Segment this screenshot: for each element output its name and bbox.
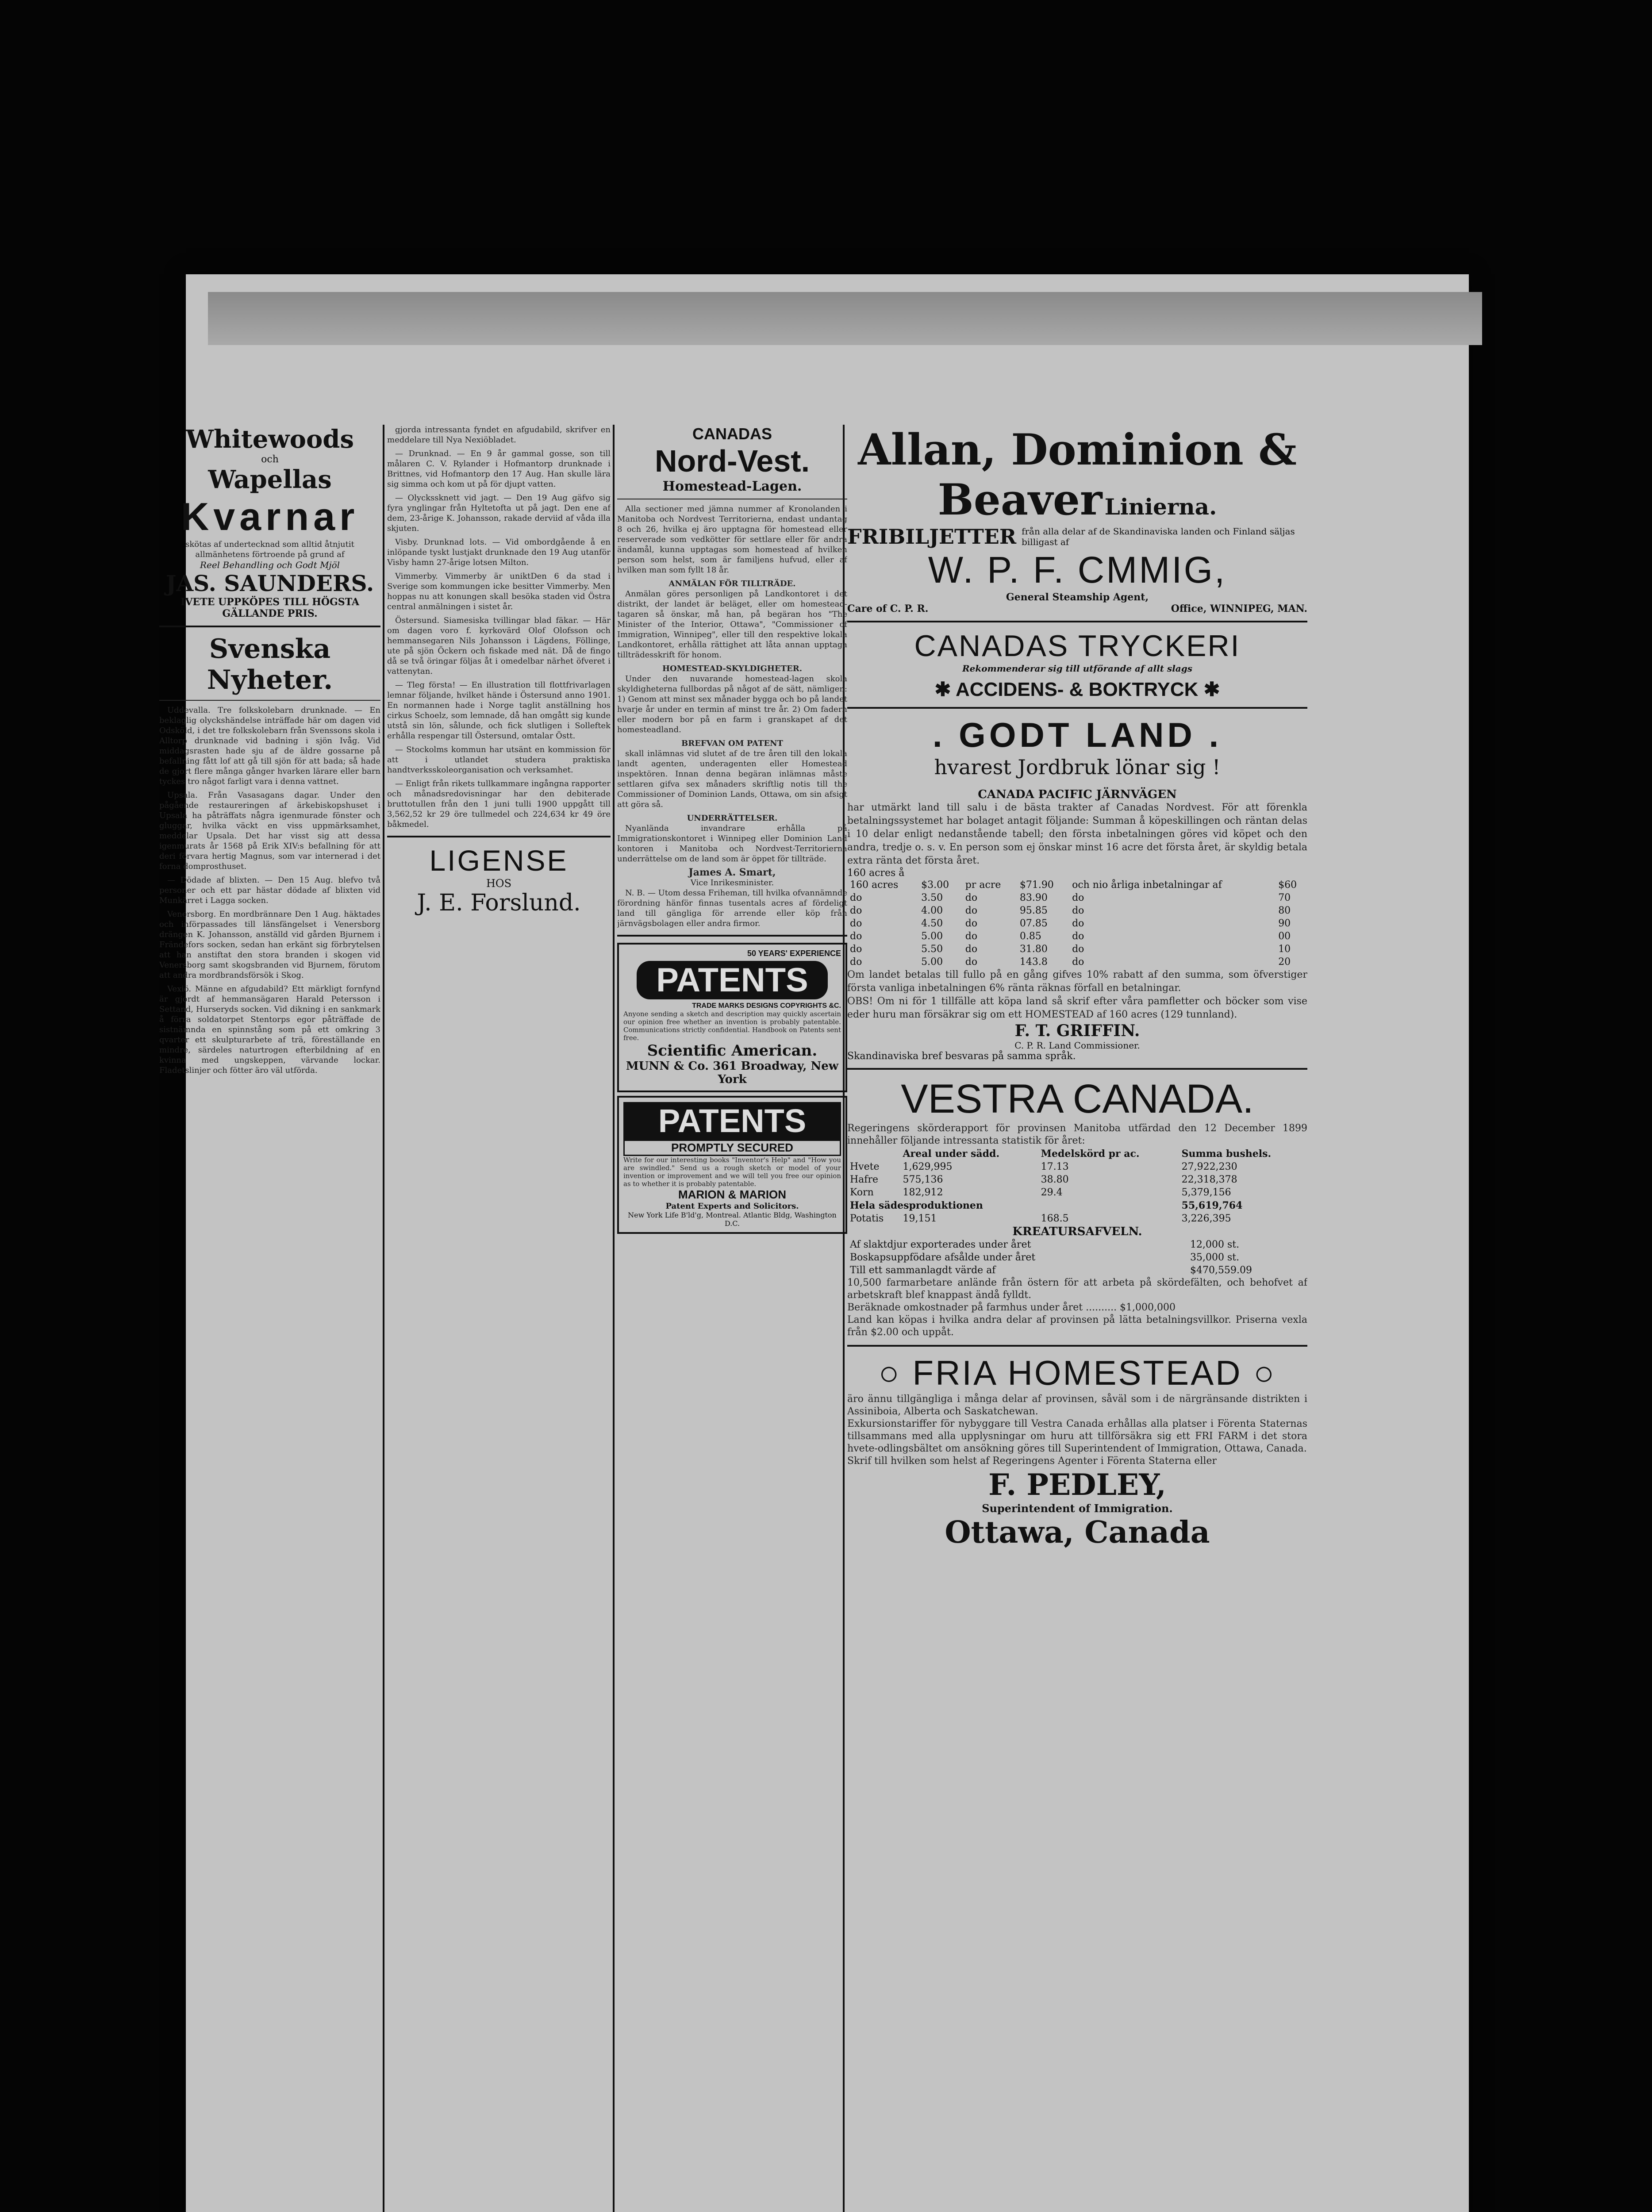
table-cell: do: [1072, 944, 1084, 955]
news-item: — Dödade af blixten. — Den 15 Aug. blefvo två personer och ett par hästar dödade af blixten vid Munkärret i Lagga socken.: [159, 876, 380, 905]
table-cell: $71.90: [1019, 879, 1054, 891]
ad-text: 10,500 farmarbetare anlände från östern för att arbeta på skördefälten, och behofvet af arbetskraft blef knappast ändå fylldt.: [847, 1277, 1307, 1301]
table-row: [847, 1264, 1307, 1277]
subheading: BREFVAN OM PATENT: [681, 739, 783, 748]
ad-text: Beräknade omkostnader på farmhus under året .......... $1,000,000: [847, 1302, 1176, 1313]
table-cell: 5.50: [921, 944, 943, 955]
ad-title: Whitewoods: [186, 425, 354, 454]
table-cell: 00: [1278, 931, 1291, 942]
ad-och: och: [261, 454, 279, 465]
divider: [847, 1068, 1307, 1070]
table-cell: Potatis: [850, 1213, 884, 1224]
table-cell: do: [965, 918, 978, 929]
printing-advertisement: [847, 629, 1307, 701]
table-cell: $470,559.09: [1190, 1265, 1252, 1276]
paragraph: Nyanlända invandrare erhålla på Immigrationskontoret i Winnipeg eller Dominion Land kontoren i Manitoba och Nordvest-Territorierna underrättelse om de land som är öppet för tillträde.: [617, 824, 847, 864]
ad-title-suffix: Linierna.: [1104, 494, 1217, 520]
ad-title: [847, 1353, 1307, 1393]
steamship-advertisement: [847, 425, 1307, 614]
livestock-table: [847, 1238, 1307, 1277]
ad-sub: Rekommenderar sig till utförande af allt slags: [962, 663, 1192, 674]
ad-title: LIGENSE: [429, 844, 569, 877]
table-cell: $3.00: [921, 879, 949, 891]
column-2: [387, 425, 611, 916]
table-cell: Hvete: [850, 1161, 880, 1172]
table-cell: 3,226,395: [1181, 1213, 1231, 1224]
note: Skandinaviska bref besvaras på samma språk.: [847, 1051, 1076, 1062]
total-value: 55,619,764: [1181, 1200, 1243, 1211]
page-fold-edge: [208, 292, 1482, 345]
column-rule: [613, 425, 615, 2212]
news-item: Venersborg. En mordbrännare Den 1 Aug. häktades och införpassades till länsfängelset i Venersborg drängen K. Johansson, anställd vid gården Bjurnem i Frändefors socken, sedan han erkänt sig förbrytelsen att han anstiftat den stora branden i skogen vid Venersborg samt skogsbranden vid Bjurnem, förutom att andra mordbrandsförsök i Skog.: [159, 910, 380, 980]
divider: [847, 621, 1307, 622]
table-row: [847, 1160, 1307, 1173]
ad-text: Skrif till hvilken som helst af Regeringens Agenter i Förenta Staterna eller: [847, 1455, 1217, 1467]
ad-address: 361 Broadway, New York: [713, 1060, 839, 1086]
table-cell: do: [1072, 931, 1084, 942]
table-row: [847, 879, 1307, 891]
railway-land-advertisement: [847, 715, 1307, 1062]
table-cell: do: [1072, 905, 1084, 916]
signature-title: Vice Inrikesminister.: [690, 878, 774, 887]
divider: [159, 626, 380, 627]
news-item: Vexiö. Männe en afgudabild? Ett märkligt fornfynd är gjordt af hemmansägaren Harald Petersson i Settand, Hurseryds socken. Vid dikning i en sankmark å förra soldatorpet Stentorps egor påträffade de sistnämnda en spinnstång som på ett omkring 3 qvarter ett skulpturarbete af trä, föreställande en mindre, särdeles naturtrogen efterbildning af en kvinna med ungskeppen, värvande lockar. Fladetslinjer och fötter äro väl utförda.: [159, 984, 380, 1075]
ad-text: Write for our interesting books "Inventor's Help" and "How you are swindled." Send us a rough sketch or model of your invention or improvement and we will tell you free our opinion as to whether it is probably patentable.: [623, 1156, 841, 1188]
signature-name: F. PEDLEY,: [988, 1467, 1166, 1502]
col-header: Medelskörd pr ac.: [1041, 1148, 1140, 1160]
table-cell: Till ett sammanlagdt värde af: [850, 1265, 996, 1276]
subheading: UNDERRÄTTELSER.: [687, 814, 778, 823]
ad-text: Land kan köpas i hvilka andra delar af provinsen på lätta betalningsvillkor. Priserna vexla från $2.00 och uppåt.: [847, 1314, 1307, 1338]
table-cell: do: [850, 905, 862, 916]
ad-title: Allan, Dominion &: [858, 425, 1297, 475]
table-cell: do: [1072, 956, 1084, 968]
ad-text: Anyone sending a sketch and description may quickly ascertain our opinion free whether an invention is probably patentable. Communications strictly confidential. Handbook on Patents sent free.: [623, 1010, 841, 1042]
signature-place: Ottawa, Canada: [945, 1515, 1210, 1550]
news-item: — Olyckssknett vid jagt. — Den 19 Aug gäfvo sig fyra ynglingar från Hyltetofta ut på jagt. Den ene af dem, 23-årige K. Johansson, rakade derviid af våda illa skjuten.: [387, 493, 611, 533]
table-cell: 27,922,230: [1181, 1161, 1237, 1172]
table-cell: do: [850, 918, 862, 929]
ad-fribiljetter: FRIBILJETTER: [847, 525, 1017, 549]
table-cell: 29.4: [1041, 1187, 1063, 1198]
payment-table: [847, 879, 1307, 968]
news-item: Uddevalla. Tre folkskolebarn drunknade. — En beklaglig olyckshändelse inträffade här om dagen vid Odsköld, i det tre folkskolebarn från Svenssons skola i Alltorp drunknade vid badning i sjön Ivåg. Vid middagsrasten hade sju af de äldre gossarne på befallning fått lof att gå till sjön för att bada; så hade de gjort flere många gånger hvarken lärare eller barn tyckes tro något farligt vara i denna vattnet.: [159, 706, 380, 786]
table-row: [847, 930, 1307, 943]
table-cell: 182,912: [903, 1187, 943, 1198]
ad-title: Kvarnar: [181, 495, 359, 538]
ad-care: Care of C. P. R.: [847, 603, 929, 614]
ad-agent-title: General Steamship Agent,: [1006, 591, 1149, 603]
divider: [387, 836, 611, 837]
ad-text: äro ännu tillgängliga i många delar af provinsen, såväl som i de närgränsande distrikten i Assiniboia, Alberta och Saskatchewan.: [847, 1394, 1307, 1417]
ad-journal: Scientific American.: [647, 1042, 818, 1060]
column-4: [847, 425, 1307, 1550]
star-icon: ✱: [934, 679, 956, 700]
divider: [159, 700, 380, 701]
ad-title: Wapellas: [208, 465, 332, 494]
subheading: KREATURSAFVELN.: [1012, 1225, 1142, 1238]
table-row: [847, 943, 1307, 956]
header-line: CANADAS: [692, 425, 772, 443]
signature-name: F. T. GRIFFIN.: [1014, 1022, 1140, 1040]
table-cell: do: [1072, 918, 1084, 929]
table-row: [847, 1238, 1307, 1251]
paragraph: Under den nuvarande homestead-lagen skola skyldigheterna fullbordas på något af de sätt, nämligen: 1) Genom att minst sex månader bygga och bo på landet hvarje år under en termin af minst tre år. 2) Om fadern eller modern bor på en farm i granskapet af det homesteadland.: [617, 674, 847, 734]
ad-hos: HOS: [486, 877, 512, 890]
column-3: [617, 425, 847, 1237]
table-cell: 1,629,995: [903, 1161, 953, 1172]
table-cell: pr acre: [965, 879, 1001, 891]
header-title: Nord-Vest.: [654, 444, 810, 478]
table-cell: do: [850, 956, 862, 968]
table-head: 160 acres å: [847, 868, 905, 879]
star-icon: ✱: [1198, 679, 1220, 700]
news-item: — Tleg första! — En illustration till flottfrivarlagen lemnar följande, hvilket hände i Östersund anno 1901. En normannen hade i Norge taglit anställning hos cirkus Schoelz, som lemnade, då han omgått sig kunde utstå sin lön, sålunde, och fick slutligen i Solleftek erhålla respengar till Östersund, omtalar Östt.: [387, 680, 611, 741]
ad-footer: IVETE UPPKÖPES TILL HÖGSTA GÄLLANDE PRIS.: [181, 596, 359, 619]
table-cell: 12,000 st.: [1190, 1239, 1240, 1250]
patents-advertisement-1: [617, 943, 847, 1092]
table-cell: 168.5: [1041, 1213, 1069, 1224]
table-cell: do: [965, 931, 978, 942]
news-item: Vimmerby. Vimmerby är uniktDen 6 da stad i Sverige som kommungen icke besitter Vimmerby. Men hoppas nu att konungen skall besöka staden vid Östra central anmälningen i sistet år.: [387, 572, 611, 611]
ad-office: Office, WINNIPEG, MAN.: [1171, 603, 1307, 614]
ad-text: från alla delar af de Skandinaviska landen och Finland säljas billigast af: [1022, 526, 1295, 547]
paragraph: Anmälan göres personligen på Landkontoret i det distrikt, der landet är beläget, eller om homestead-tagaren så önskar, må han, på begäran hos "The Minister of the Interior, Ottawa", "Commissioner of Immigration, Winnipeg", eller till den respektive lokala Landkontoret, erhålla rättighet att låta annan upptaga tillträdesskrift för honom.: [617, 589, 847, 660]
table-cell: 10: [1278, 944, 1291, 955]
column-rule: [383, 425, 384, 2212]
ad-title: CANADAS TRYCKERI: [914, 629, 1241, 663]
ad-side: TRADE MARKS DESIGNS COPYRIGHTS &C.: [692, 1002, 841, 1010]
ad-name: JAS. SAUNDERS.: [165, 570, 374, 596]
ad-text: OBS! Om ni för 1 tillfälle att köpa land så skrif efter våra pamfletter och böcker som vise eder huru man försäkrar sig om ett HOMESTEAD af 160 acres (129 tunnland).: [847, 996, 1307, 1020]
license-advertisement: [387, 844, 611, 916]
news-item: — Enligt från rikets tullkammare ingångna rapporter och månadsredovisningar har den debiterade bruttotullen från den 1 juni tulli 1900 uppgått till 3,562,52 kr 29 öre tullmedel och 224,634 kr 49 öre båkmedel.: [387, 779, 611, 829]
table-cell: 575,136: [903, 1174, 943, 1185]
news-item: — Stockolms kommun har utsänt en kommission för att i utlandet studera praktiska handtverksskoleorganisation och verksamhet.: [387, 745, 611, 775]
table-row: [847, 917, 1307, 930]
table-cell: 83.90: [1019, 892, 1048, 903]
homestead-text: [617, 504, 847, 929]
homestead-notice-header: [617, 425, 847, 494]
ad-line: [847, 678, 1307, 701]
table-cell: 4.50: [921, 918, 943, 929]
table-cell: 143.8: [1019, 956, 1048, 968]
table-cell: Hafre: [850, 1174, 878, 1185]
ad-text: skötas af undertecknad som alltid åtnjutit allmänhetens förtroende på grund af: [185, 540, 354, 559]
ad-title: Beaver: [937, 475, 1103, 525]
ad-text: Exkursionstariffer för nybyggare till Vestra Canada erhållas alla platser i Förenta Staternas tillsammans med alla upplysningar om huru att tillförsäkra sig ett FRI FARM i det stora hvete-odlingsbältet om ansökning göres till Superintendent of Immigration, Ottawa, Canada.: [847, 1418, 1307, 1454]
table-cell: do: [965, 956, 978, 968]
table-cell: 80: [1278, 905, 1291, 916]
table-cell: 38.80: [1041, 1174, 1069, 1185]
table-cell: 160 acres: [850, 879, 899, 891]
vestra-canada-advertisement: [847, 1076, 1307, 1339]
ad-title: VESTRA CANADA.: [901, 1076, 1254, 1121]
table-row: [847, 904, 1307, 917]
ornament-icon: ○: [878, 1353, 913, 1392]
ad-text: har utmärkt land till salu i de bästa trakter af Canadas Nordvest. För att förenkla betalningssystemet har bolaget antagit följande: Summan å köpeskillingen och räntan delas i 10 delar enligt nedanstående tabell; den första inbetalningen göres vid köpet och den andra, tredje o. s. v. En person som ej önskar minst 16 acre det första året, är skyldig betala extra ränta det första året.: [847, 802, 1307, 866]
ad-text: Om landet betalas till fullo på en gång gifves 10% rabatt af den summa, som öfverstiger första vanliga inbetalningen 6% ränta räknas förfall en betalningar.: [847, 969, 1307, 994]
divider: [617, 935, 847, 937]
ad-firm-sub: Patent Experts and Solicitors.: [665, 1202, 799, 1211]
ad-sub: hvarest Jordbruk lönar sig !: [934, 755, 1221, 779]
ad-text: Regeringens skörderapport för provinsen Manitoba utfärdad den 12 December 1899 innehåller följande intressanta statistik för året:: [847, 1123, 1307, 1146]
table-cell: Boskapsuppfödare afsålde under året: [850, 1252, 1036, 1263]
news-text: [159, 705, 380, 1075]
table-cell: 5,379,156: [1181, 1187, 1231, 1198]
table-cell: 22,318,378: [1181, 1174, 1237, 1185]
ad-title: . GODT LAND .: [932, 715, 1222, 754]
paragraph: N. B. — Utom dessa Friheman, till hvilka ofvannämnde förordning hänför finnas tusentals acres af fördeligt land till gängliga för arrende eller köp från järnvägsbolagen eller andra firmor.: [617, 888, 847, 928]
signature-title: C. P. R. Land Commissioner.: [1014, 1040, 1140, 1051]
table-cell: Af slaktdjur exporterades under året: [850, 1239, 1031, 1250]
table-cell: do: [965, 892, 978, 903]
ad-railway: CANADA PACIFIC JÄRNVÄGEN: [978, 788, 1177, 801]
news-item: Visby. Drunknad lots. — Vid ombordgående å en inlöpande tyskt lustjakt drunknade den 19 Aug utanför Visby hamn 27-årige lotsen Milton.: [387, 538, 611, 567]
ad-title: PATENTS: [637, 961, 828, 999]
table-cell: do: [850, 931, 862, 942]
news-item: gjorda intressanta fyndet en afgudabild, skrifver en meddelare till Nya Nexiöbladet.: [387, 425, 611, 445]
news-item: Upsala. Från Vasasagans dagar. Under den pågående restaureringen af ärkebiskopshuset i Upsala ha påträffats några igenmurade fönster och gluggar, hvilka väckt en viss uppmärksamhet, meddelar Upsala. Det har visst sig att dessa igenmurats år 1568 på Erik XIV:s befallning för att deri förvara hertig Magnus, som var internerad i det forna domprosthuset.: [159, 791, 380, 871]
table-row: [847, 1251, 1307, 1264]
ad-sub: PROMPTLY SECURED: [623, 1140, 841, 1156]
table-cell: 5.00: [921, 931, 943, 942]
col-header: Summa bushels.: [1181, 1148, 1272, 1160]
table-row: [847, 1173, 1307, 1186]
table-cell: $60: [1278, 879, 1297, 891]
table-cell: do: [965, 905, 978, 916]
ornament-icon: ○: [1242, 1353, 1276, 1392]
news-item: — Drunknad. — En 9 år gammal gosse, son till målaren C. V. Rylander i Hofmantorp drunknade i Brittnes, vid Hofmantorp den 17 Aug. Han skulle lära sig simma och kom ut på för djupt vatten.: [387, 449, 611, 489]
patents-advertisement-2: [617, 1096, 847, 1234]
table-cell: 5.00: [921, 956, 943, 968]
table-cell: 70: [1278, 892, 1291, 903]
table-cell: 17.13: [1041, 1161, 1069, 1172]
paragraph: Alla sectioner med jämna nummer af Kronolanden i Manitoba och Nordvest Territorierna, endast undantag 8 och 26, hvilka ej äro upptagna för homestead eller reserverade som vedkötter för settlare eller för andra ändamål, kunna upptagas som homestead af hvilken person som helst, som är familjens hufvud, eller af hvilken man som fyllt 18 år.: [617, 504, 847, 575]
ad-firm: MUNN & Co.: [626, 1060, 709, 1073]
ad-title-text: FRIA HOMESTEAD: [912, 1353, 1242, 1392]
table-cell: 4.00: [921, 905, 943, 916]
section-title: Svenska Nyheter.: [207, 634, 333, 695]
table-cell: 0.85: [1019, 931, 1041, 942]
signature-name: James A. Smart,: [688, 867, 776, 878]
table-cell: och nio årliga inbetalningar af: [1072, 879, 1222, 891]
table-cell: do: [850, 892, 862, 903]
ad-line-text: ACCIDENS- & BOKTRYCK: [956, 679, 1199, 700]
table-row: [847, 956, 1307, 968]
table-cell: Korn: [850, 1187, 874, 1198]
table-cell: 07.85: [1019, 918, 1048, 929]
table-row: [847, 891, 1307, 904]
subheading: HOMESTEAD-SKYLDIGHETER.: [662, 664, 802, 673]
subheading: ANMÄLAN FÖR TILLTRÄDE.: [668, 579, 796, 588]
fria-homestead-advertisement: [847, 1353, 1307, 1550]
signature-title: Superintendent of Immigration.: [982, 1502, 1173, 1515]
ad-firm: MARION & MARION: [678, 1188, 787, 1201]
ad-title: PATENTS: [623, 1102, 841, 1140]
news-item: Östersund. Siamesiska tvillingar blad fäkar. — Här om dagen voro f. kyrkovärd Olof Olofsson och hemmansegaren Nils Johansson i Lägdens, Föllinge, ute på sjön Öckern och fiskade med nät. Då de fingo då se två öringar följas åt i omedelbar närhet öfveret i vattenytan.: [387, 616, 611, 676]
table-row: [847, 1186, 1307, 1199]
table-cell: 31.80: [1019, 944, 1048, 955]
ad-years: 50 YEARS' EXPERIENCE: [747, 949, 841, 958]
header-subtitle: Homestead-Lagen.: [662, 479, 802, 494]
table-cell: 20: [1278, 956, 1291, 968]
mill-advertisement: [159, 425, 380, 619]
ad-italic: Reel Behandling och Godt Mjöl: [200, 560, 340, 570]
ad-agent: W. P. F. CMMIG,: [928, 549, 1227, 591]
table-cell: 95.85: [1019, 905, 1048, 916]
paragraph: skall inlämnas vid slutet af de tre åren till den lokala landt agenten, underagenten eller Homestead inspektören. Innan denna begäran inlämnas måste settlaren gifva sex månaders skriftlig notis till the Commissioner of Dominion Lands, Ottawa, om sin afsigt att göra så.: [617, 749, 847, 809]
total-label: Hela sädesproduktionen: [850, 1200, 983, 1211]
table-cell: 3.50: [921, 892, 943, 903]
harvest-table: [847, 1147, 1307, 1225]
news-text: [387, 425, 611, 830]
divider: [847, 707, 1307, 709]
divider: [847, 1345, 1307, 1347]
ad-address: New York Life B'ld'g, Montreal. Atlantic Bldg, Washington D.C.: [628, 1211, 837, 1228]
table-cell: do: [850, 944, 862, 955]
ad-name: J. E. Forslund.: [417, 890, 581, 916]
table-cell: do: [965, 944, 978, 955]
column-1: [159, 425, 380, 1079]
table-cell: do: [1072, 892, 1084, 903]
col-header: Areal under sädd.: [903, 1148, 1000, 1160]
table-cell: 90: [1278, 918, 1291, 929]
table-cell: 35,000 st.: [1190, 1252, 1240, 1263]
table-cell: 19,151: [903, 1213, 937, 1224]
